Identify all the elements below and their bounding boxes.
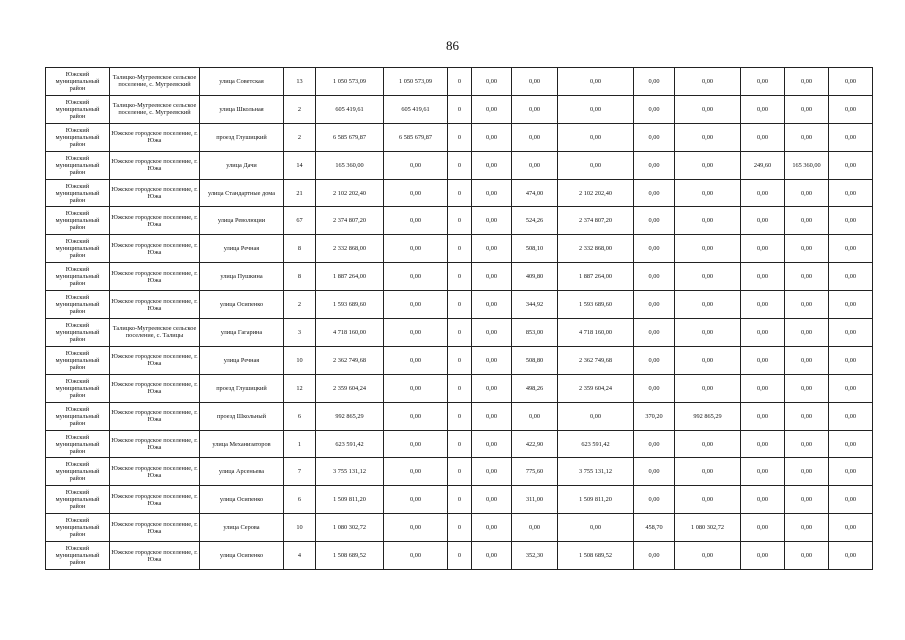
cell-district: Южский муниципальный район — [46, 68, 110, 96]
cell-settlement: Южское городское поселение, г. Южа — [110, 207, 200, 235]
table-row — [46, 123, 873, 151]
cell-cost-col-b: 0,00 — [558, 68, 634, 96]
cell-cost-col-e: 0,00 — [829, 430, 873, 458]
cell-area-col-d: 0,00 — [741, 179, 785, 207]
table-row — [46, 319, 873, 347]
cell-cost-col-b: 1 887 264,00 — [558, 263, 634, 291]
cell-area-col-d: 0,00 — [741, 291, 785, 319]
cell-cost-col-e: 0,00 — [829, 486, 873, 514]
cell-total-cost: 3 755 131,12 — [316, 458, 384, 486]
cell-cost-col-e: 0,00 — [829, 402, 873, 430]
cell-area-col-d: 0,00 — [741, 123, 785, 151]
cell-settlement: Южское городское поселение, г. Южа — [110, 430, 200, 458]
cell-count-col: 0 — [448, 374, 472, 402]
cell-cost-col-d: 0,00 — [785, 514, 829, 542]
cell-street: улица Дачи — [200, 151, 284, 179]
cell-cost-col-e: 0,00 — [829, 514, 873, 542]
cell-area-col-a: 0,00 — [472, 430, 512, 458]
cell-cost-col-c: 0,00 — [675, 179, 741, 207]
cell-count-col: 0 — [448, 179, 472, 207]
cell-cost-col-a: 0,00 — [384, 402, 448, 430]
cell-area-col-d: 0,00 — [741, 402, 785, 430]
cell-area-col-d: 0,00 — [741, 430, 785, 458]
cell-area-col-d: 0,00 — [741, 95, 785, 123]
cell-area-col-c: 0,00 — [634, 430, 675, 458]
cell-cost-col-e: 0,00 — [829, 68, 873, 96]
cell-cost-col-a: 0,00 — [384, 514, 448, 542]
cell-cost-col-b: 2 362 749,68 — [558, 346, 634, 374]
cell-cost-col-b: 623 591,42 — [558, 430, 634, 458]
cell-cost-col-c: 0,00 — [675, 346, 741, 374]
cell-district: Южский муниципальный район — [46, 402, 110, 430]
table-row — [46, 374, 873, 402]
cell-cost-col-a: 0,00 — [384, 346, 448, 374]
cell-cost-col-c: 0,00 — [675, 486, 741, 514]
cell-street: проезд Школьный — [200, 402, 284, 430]
cell-cost-col-d: 0,00 — [785, 263, 829, 291]
cell-settlement: Южское городское поселение, г. Южа — [110, 486, 200, 514]
cell-street: улица Механизаторов — [200, 430, 284, 458]
table-row — [46, 346, 873, 374]
cell-district: Южский муниципальный район — [46, 542, 110, 570]
cell-cost-col-c: 0,00 — [675, 291, 741, 319]
cell-house-number: 6 — [284, 402, 316, 430]
cell-cost-col-e: 0,00 — [829, 374, 873, 402]
cell-cost-col-d: 0,00 — [785, 179, 829, 207]
cell-district: Южский муниципальный район — [46, 151, 110, 179]
cell-district: Южский муниципальный район — [46, 263, 110, 291]
cell-cost-col-b: 2 332 868,00 — [558, 235, 634, 263]
cell-area-col-b: 0,00 — [512, 514, 558, 542]
cell-cost-col-d: 0,00 — [785, 458, 829, 486]
cell-area-col-b: 311,00 — [512, 486, 558, 514]
cell-house-number: 67 — [284, 207, 316, 235]
cell-cost-col-d: 165 360,00 — [785, 151, 829, 179]
cell-cost-col-d: 0,00 — [785, 291, 829, 319]
cell-cost-col-c: 0,00 — [675, 95, 741, 123]
cell-settlement: Южское городское поселение, г. Южа — [110, 235, 200, 263]
cell-area-col-b: 0,00 — [512, 402, 558, 430]
cell-settlement: Талицко-Мугреевское сельское поселение, с. Мугреевский — [110, 68, 200, 96]
cell-area-col-c: 0,00 — [634, 458, 675, 486]
cell-house-number: 2 — [284, 291, 316, 319]
cell-total-cost: 623 591,42 — [316, 430, 384, 458]
cell-count-col: 0 — [448, 458, 472, 486]
cell-cost-col-e: 0,00 — [829, 151, 873, 179]
cell-cost-col-a: 1 050 573,09 — [384, 68, 448, 96]
table-row — [46, 95, 873, 123]
cell-cost-col-c: 0,00 — [675, 151, 741, 179]
cell-house-number: 21 — [284, 179, 316, 207]
cell-cost-col-c: 0,00 — [675, 235, 741, 263]
cell-settlement: Южское городское поселение, г. Южа — [110, 179, 200, 207]
cell-cost-col-b: 1 508 689,52 — [558, 542, 634, 570]
cell-cost-col-c: 0,00 — [675, 374, 741, 402]
cell-district: Южский муниципальный район — [46, 346, 110, 374]
cell-house-number: 6 — [284, 486, 316, 514]
cell-area-col-a: 0,00 — [472, 514, 512, 542]
cell-cost-col-c: 0,00 — [675, 68, 741, 96]
cell-cost-col-c: 0,00 — [675, 319, 741, 347]
table-row — [46, 235, 873, 263]
cell-count-col: 0 — [448, 151, 472, 179]
cell-cost-col-d: 0,00 — [785, 374, 829, 402]
cell-count-col: 0 — [448, 95, 472, 123]
cell-cost-col-a: 0,00 — [384, 263, 448, 291]
cell-cost-col-c: 0,00 — [675, 123, 741, 151]
table-row — [46, 542, 873, 570]
cell-cost-col-a: 0,00 — [384, 179, 448, 207]
cell-street: проезд Глушицкий — [200, 374, 284, 402]
cell-settlement: Южское городское поселение, г. Южа — [110, 346, 200, 374]
cell-cost-col-b: 1 509 811,20 — [558, 486, 634, 514]
cell-settlement: Южское городское поселение, г. Южа — [110, 151, 200, 179]
cell-cost-col-e: 0,00 — [829, 458, 873, 486]
cell-total-cost: 6 585 679,87 — [316, 123, 384, 151]
cell-cost-col-d: 0,00 — [785, 68, 829, 96]
cell-area-col-c: 0,00 — [634, 319, 675, 347]
cell-house-number: 14 — [284, 151, 316, 179]
cell-district: Южский муниципальный район — [46, 486, 110, 514]
cell-house-number: 3 — [284, 319, 316, 347]
cell-area-col-d: 0,00 — [741, 346, 785, 374]
cell-area-col-d: 0,00 — [741, 486, 785, 514]
cell-count-col: 0 — [448, 430, 472, 458]
cell-settlement: Южское городское поселение, г. Южа — [110, 458, 200, 486]
cell-count-col: 0 — [448, 514, 472, 542]
cell-area-col-d: 0,00 — [741, 263, 785, 291]
cell-total-cost: 1 509 811,20 — [316, 486, 384, 514]
cell-count-col: 0 — [448, 263, 472, 291]
cell-count-col: 0 — [448, 68, 472, 96]
cell-district: Южский муниципальный район — [46, 179, 110, 207]
cell-area-col-b: 524,26 — [512, 207, 558, 235]
cell-settlement: Талицко-Мугреевское сельское поселение, с. Мугреевский — [110, 95, 200, 123]
cell-area-col-b: 422,90 — [512, 430, 558, 458]
cell-cost-col-c: 0,00 — [675, 263, 741, 291]
cell-cost-col-e: 0,00 — [829, 207, 873, 235]
cell-cost-col-a: 0,00 — [384, 291, 448, 319]
cell-cost-col-a: 0,00 — [384, 374, 448, 402]
cell-cost-col-b: 4 718 160,00 — [558, 319, 634, 347]
cell-area-col-b: 474,00 — [512, 179, 558, 207]
cell-total-cost: 4 718 160,00 — [316, 319, 384, 347]
cell-area-col-c: 0,00 — [634, 291, 675, 319]
cell-cost-col-d: 0,00 — [785, 319, 829, 347]
cell-area-col-b: 853,00 — [512, 319, 558, 347]
table-row — [46, 486, 873, 514]
cell-settlement: Южское городское поселение, г. Южа — [110, 374, 200, 402]
table-row — [46, 68, 873, 96]
cell-settlement: Южское городское поселение, г. Южа — [110, 514, 200, 542]
cell-settlement: Талицко-Мугреевское сельское поселение, с. Талицы — [110, 319, 200, 347]
cell-total-cost: 2 332 868,00 — [316, 235, 384, 263]
cell-house-number: 2 — [284, 123, 316, 151]
cell-cost-col-e: 0,00 — [829, 235, 873, 263]
cell-area-col-d: 0,00 — [741, 68, 785, 96]
cell-area-col-a: 0,00 — [472, 458, 512, 486]
cell-settlement: Южское городское поселение, г. Южа — [110, 291, 200, 319]
cell-cost-col-e: 0,00 — [829, 542, 873, 570]
table-row — [46, 514, 873, 542]
cell-cost-col-e: 0,00 — [829, 291, 873, 319]
cell-total-cost: 1 887 264,00 — [316, 263, 384, 291]
cell-area-col-c: 0,00 — [634, 151, 675, 179]
cell-area-col-d: 0,00 — [741, 319, 785, 347]
cell-area-col-c: 0,00 — [634, 95, 675, 123]
cell-count-col: 0 — [448, 207, 472, 235]
cell-street: улица Гагарина — [200, 319, 284, 347]
cell-street: улица Революции — [200, 207, 284, 235]
cell-cost-col-b: 0,00 — [558, 402, 634, 430]
cell-area-col-a: 0,00 — [472, 486, 512, 514]
cell-area-col-b: 0,00 — [512, 151, 558, 179]
cell-cost-col-d: 0,00 — [785, 207, 829, 235]
cell-cost-col-a: 0,00 — [384, 235, 448, 263]
cell-cost-col-a: 0,00 — [384, 207, 448, 235]
cell-total-cost: 992 865,29 — [316, 402, 384, 430]
cell-cost-col-d: 0,00 — [785, 95, 829, 123]
cell-area-col-a: 0,00 — [472, 68, 512, 96]
cell-cost-col-a: 0,00 — [384, 319, 448, 347]
cell-district: Южский муниципальный район — [46, 458, 110, 486]
cell-area-col-b: 352,30 — [512, 542, 558, 570]
cell-cost-col-b: 0,00 — [558, 123, 634, 151]
cell-area-col-d: 0,00 — [741, 374, 785, 402]
cell-count-col: 0 — [448, 123, 472, 151]
cell-cost-col-b: 2 102 202,40 — [558, 179, 634, 207]
cell-area-col-b: 0,00 — [512, 95, 558, 123]
cell-cost-col-a: 0,00 — [384, 151, 448, 179]
cell-street: улица Речная — [200, 346, 284, 374]
cell-district: Южский муниципальный район — [46, 95, 110, 123]
cell-count-col: 0 — [448, 542, 472, 570]
cell-cost-col-c: 992 865,29 — [675, 402, 741, 430]
cell-area-col-a: 0,00 — [472, 346, 512, 374]
cell-cost-col-b: 2 359 604,24 — [558, 374, 634, 402]
cell-total-cost: 1 080 302,72 — [316, 514, 384, 542]
cell-cost-col-d: 0,00 — [785, 346, 829, 374]
cell-count-col: 0 — [448, 319, 472, 347]
cell-district: Южский муниципальный район — [46, 207, 110, 235]
cell-total-cost: 1 508 689,52 — [316, 542, 384, 570]
cell-total-cost: 2 374 807,20 — [316, 207, 384, 235]
cell-area-col-b: 498,26 — [512, 374, 558, 402]
table-row — [46, 179, 873, 207]
table-row — [46, 263, 873, 291]
cell-cost-col-c: 0,00 — [675, 207, 741, 235]
cell-area-col-c: 0,00 — [634, 346, 675, 374]
cell-total-cost: 2 359 604,24 — [316, 374, 384, 402]
cell-area-col-a: 0,00 — [472, 542, 512, 570]
cell-cost-col-b: 0,00 — [558, 151, 634, 179]
cell-house-number: 4 — [284, 542, 316, 570]
table-row — [46, 402, 873, 430]
cell-area-col-a: 0,00 — [472, 235, 512, 263]
cell-cost-col-b: 2 374 807,20 — [558, 207, 634, 235]
cell-area-col-a: 0,00 — [472, 95, 512, 123]
cell-area-col-d: 0,00 — [741, 207, 785, 235]
cell-area-col-b: 775,60 — [512, 458, 558, 486]
cell-cost-col-a: 605 419,61 — [384, 95, 448, 123]
cell-area-col-d: 0,00 — [741, 542, 785, 570]
cell-cost-col-c: 0,00 — [675, 430, 741, 458]
cell-area-col-a: 0,00 — [472, 151, 512, 179]
cell-area-col-d: 249,60 — [741, 151, 785, 179]
cell-district: Южский муниципальный район — [46, 430, 110, 458]
cell-area-col-c: 0,00 — [634, 179, 675, 207]
cell-settlement: Южское городское поселение, г. Южа — [110, 263, 200, 291]
cell-cost-col-e: 0,00 — [829, 319, 873, 347]
cell-cost-col-a: 0,00 — [384, 486, 448, 514]
cell-street: улица Осипенко — [200, 291, 284, 319]
cell-district: Южский муниципальный район — [46, 291, 110, 319]
cell-area-col-a: 0,00 — [472, 263, 512, 291]
cell-cost-col-e: 0,00 — [829, 123, 873, 151]
cell-settlement: Южское городское поселение, г. Южа — [110, 542, 200, 570]
cell-street: улица Пушкина — [200, 263, 284, 291]
cell-cost-col-b: 0,00 — [558, 95, 634, 123]
table-row — [46, 430, 873, 458]
cell-cost-col-b: 1 593 689,60 — [558, 291, 634, 319]
cell-street: улица Стандартные дома — [200, 179, 284, 207]
cell-count-col: 0 — [448, 486, 472, 514]
cell-area-col-a: 0,00 — [472, 402, 512, 430]
cell-settlement: Южское городское поселение, г. Южа — [110, 402, 200, 430]
cell-cost-col-e: 0,00 — [829, 346, 873, 374]
cell-total-cost: 1 593 689,60 — [316, 291, 384, 319]
cell-house-number: 10 — [284, 514, 316, 542]
cell-area-col-c: 370,20 — [634, 402, 675, 430]
cell-cost-col-a: 0,00 — [384, 542, 448, 570]
cell-area-col-c: 0,00 — [634, 374, 675, 402]
cell-area-col-d: 0,00 — [741, 458, 785, 486]
cell-cost-col-c: 0,00 — [675, 458, 741, 486]
cell-cost-col-d: 0,00 — [785, 235, 829, 263]
cell-cost-col-e: 0,00 — [829, 95, 873, 123]
cell-cost-col-a: 0,00 — [384, 430, 448, 458]
cell-area-col-a: 0,00 — [472, 319, 512, 347]
cell-area-col-c: 0,00 — [634, 235, 675, 263]
cell-total-cost: 165 360,00 — [316, 151, 384, 179]
cell-count-col: 0 — [448, 402, 472, 430]
cell-house-number: 10 — [284, 346, 316, 374]
cell-area-col-a: 0,00 — [472, 179, 512, 207]
cell-cost-col-d: 0,00 — [785, 542, 829, 570]
table-body — [46, 68, 873, 570]
cell-area-col-c: 0,00 — [634, 542, 675, 570]
cell-house-number: 2 — [284, 95, 316, 123]
cell-total-cost: 1 050 573,09 — [316, 68, 384, 96]
cell-cost-col-b: 0,00 — [558, 514, 634, 542]
table-row — [46, 151, 873, 179]
cell-area-col-d: 0,00 — [741, 514, 785, 542]
cell-count-col: 0 — [448, 346, 472, 374]
cell-cost-col-e: 0,00 — [829, 179, 873, 207]
cell-district: Южский муниципальный район — [46, 374, 110, 402]
cell-street: проезд Глушицкий — [200, 123, 284, 151]
cell-total-cost: 2 102 202,40 — [316, 179, 384, 207]
cell-area-col-d: 0,00 — [741, 235, 785, 263]
cell-area-col-b: 0,00 — [512, 123, 558, 151]
cell-area-col-c: 0,00 — [634, 68, 675, 96]
cell-area-col-c: 0,00 — [634, 263, 675, 291]
cell-area-col-c: 0,00 — [634, 123, 675, 151]
cell-street: улица Арсеньева — [200, 458, 284, 486]
cell-cost-col-d: 0,00 — [785, 430, 829, 458]
cell-street: улица Речная — [200, 235, 284, 263]
cell-house-number: 8 — [284, 235, 316, 263]
cell-district: Южский муниципальный район — [46, 235, 110, 263]
cell-street: улица Серова — [200, 514, 284, 542]
cell-area-col-a: 0,00 — [472, 374, 512, 402]
table-row — [46, 458, 873, 486]
cell-settlement: Южское городское поселение, г. Южа — [110, 123, 200, 151]
table-row — [46, 207, 873, 235]
cell-cost-col-e: 0,00 — [829, 263, 873, 291]
cell-house-number: 13 — [284, 68, 316, 96]
cell-total-cost: 2 362 749,68 — [316, 346, 384, 374]
cell-area-col-a: 0,00 — [472, 123, 512, 151]
cell-house-number: 8 — [284, 263, 316, 291]
cell-cost-col-d: 0,00 — [785, 402, 829, 430]
cell-house-number: 1 — [284, 430, 316, 458]
cell-house-number: 12 — [284, 374, 316, 402]
cell-area-col-b: 508,80 — [512, 346, 558, 374]
cell-count-col: 0 — [448, 235, 472, 263]
cell-cost-col-c: 1 080 302,72 — [675, 514, 741, 542]
cell-area-col-a: 0,00 — [472, 291, 512, 319]
cell-area-col-c: 0,00 — [634, 486, 675, 514]
cell-total-cost: 605 419,61 — [316, 95, 384, 123]
cell-cost-col-c: 0,00 — [675, 542, 741, 570]
cell-district: Южский муниципальный район — [46, 514, 110, 542]
cell-area-col-b: 0,00 — [512, 68, 558, 96]
data-table — [45, 67, 873, 570]
cell-district: Южский муниципальный район — [46, 123, 110, 151]
cell-count-col: 0 — [448, 291, 472, 319]
cell-area-col-a: 0,00 — [472, 207, 512, 235]
cell-cost-col-a: 6 585 679,87 — [384, 123, 448, 151]
cell-area-col-b: 344,92 — [512, 291, 558, 319]
cell-street: улица Советская — [200, 68, 284, 96]
cell-street: улица Осипенко — [200, 542, 284, 570]
cell-area-col-b: 409,80 — [512, 263, 558, 291]
cell-street: улица Осипенко — [200, 486, 284, 514]
cell-cost-col-b: 3 755 131,12 — [558, 458, 634, 486]
cell-house-number: 7 — [284, 458, 316, 486]
cell-street: улица Школьная — [200, 95, 284, 123]
cell-district: Южский муниципальный район — [46, 319, 110, 347]
cell-area-col-c: 0,00 — [634, 207, 675, 235]
cell-cost-col-a: 0,00 — [384, 458, 448, 486]
cell-area-col-c: 458,70 — [634, 514, 675, 542]
cell-cost-col-d: 0,00 — [785, 123, 829, 151]
cell-cost-col-d: 0,00 — [785, 486, 829, 514]
table-row — [46, 291, 873, 319]
cell-area-col-b: 508,10 — [512, 235, 558, 263]
page-number: 86 — [446, 38, 459, 53]
